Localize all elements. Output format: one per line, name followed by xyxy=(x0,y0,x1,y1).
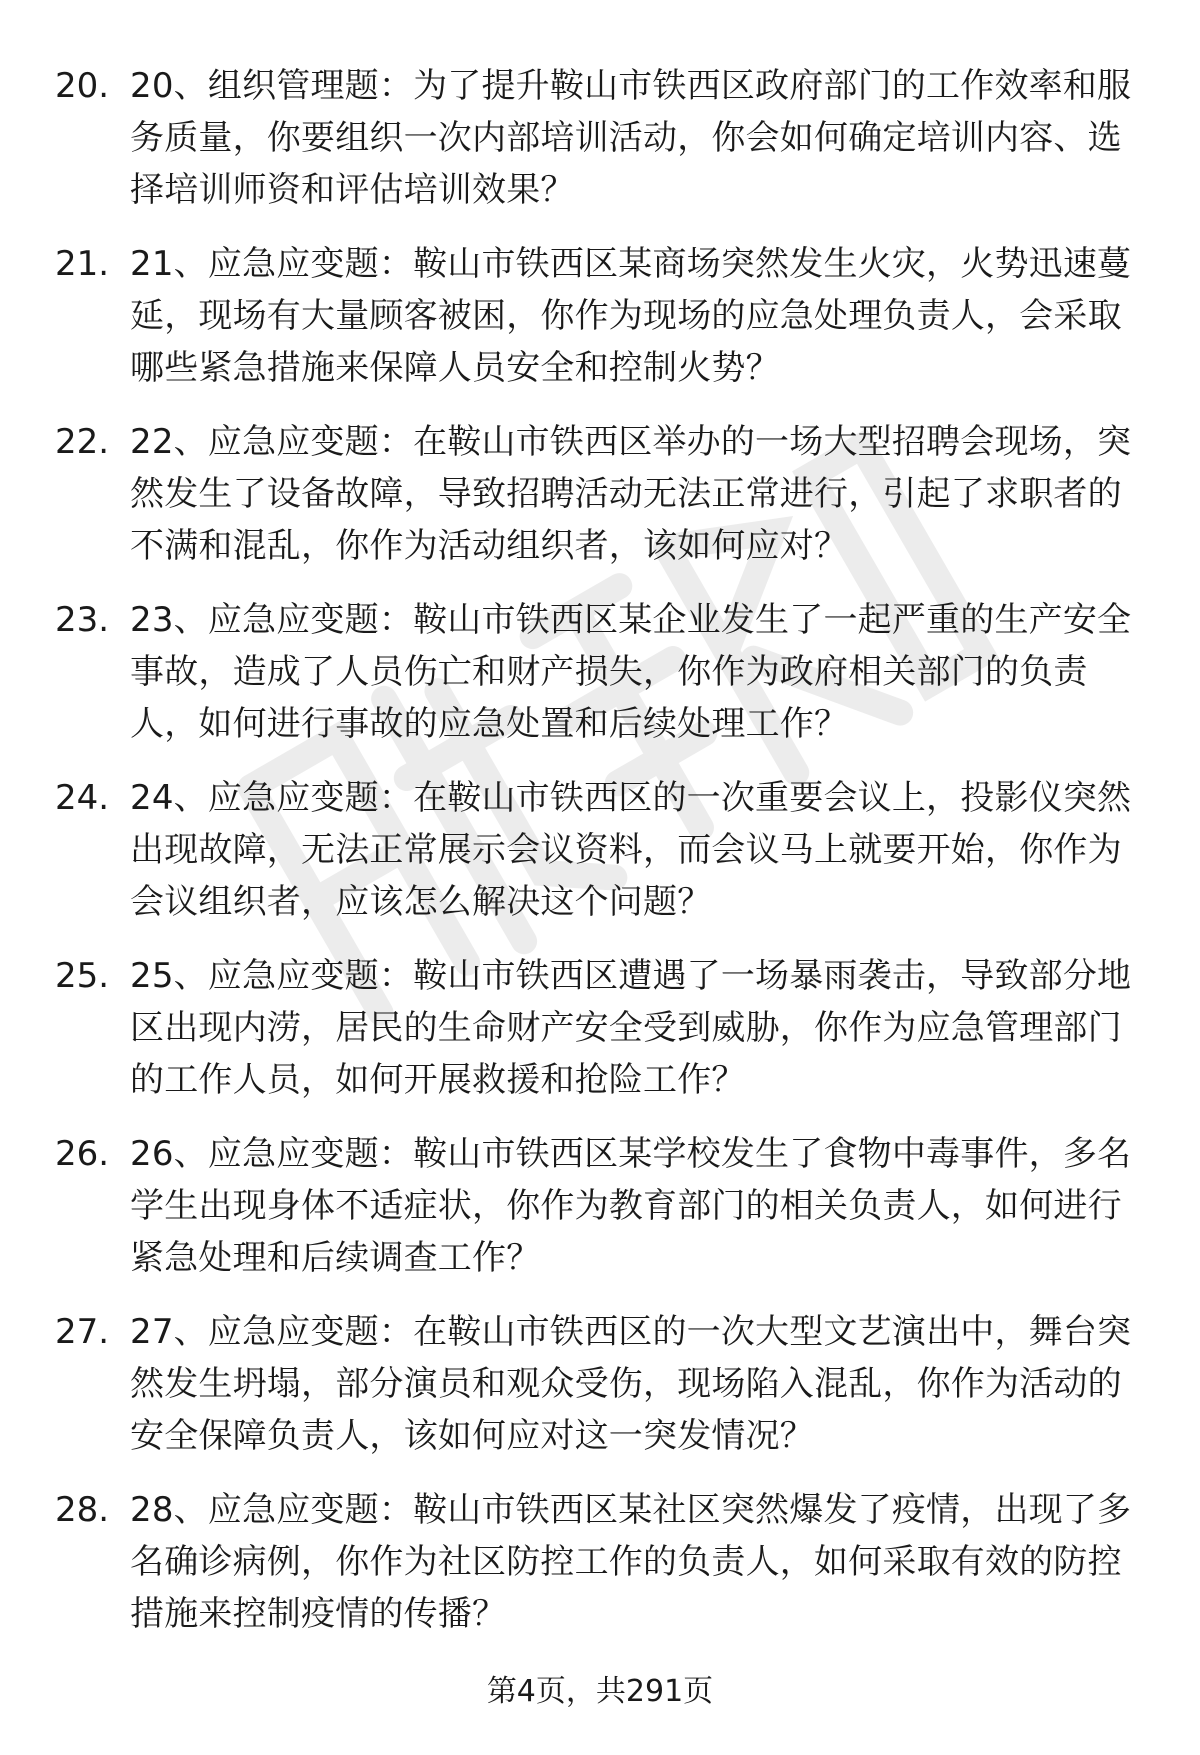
question-item-28 xyxy=(0,1484,1200,1662)
question-number: 27. xyxy=(55,1312,110,1352)
question-item-27 xyxy=(0,1306,1200,1484)
question-text: 22、应急应变题：在鞍山市铁西区举办的一场大型招聘会现场，突然发生了设备故障，导致招聘活动无法正常进行，引起了求职者的不满和混乱，你作为活动组织者，该如何应对？ xyxy=(130,422,1132,566)
question-text: 20、组织管理题：为了提升鞍山市铁西区政府部门的工作效率和服务质量，你要组织一次内部培训活动，你会如何确定培训内容、选择培训师资和评估培训效果？ xyxy=(130,66,1132,210)
question-number: 20. xyxy=(55,66,110,106)
question-item-26 xyxy=(0,1128,1200,1306)
question-text: 25、应急应变题：鞍山市铁西区遭遇了一场暴雨袭击，导致部分地区出现内涝，居民的生命财产安全受到威胁，你作为应急管理部门的工作人员，如何开展救援和抢险工作？ xyxy=(130,956,1132,1100)
question-text: 28、应急应变题：鞍山市铁西区某社区突然爆发了疫情，出现了多名确诊病例，你作为社区防控工作的负责人，如何采取有效的防控措施来控制疫情的传播？ xyxy=(130,1490,1132,1634)
question-item-25 xyxy=(0,950,1200,1128)
question-number: 23. xyxy=(55,600,110,640)
question-item-22 xyxy=(0,416,1200,594)
question-item-20 xyxy=(0,60,1200,238)
question-number: 28. xyxy=(55,1490,110,1530)
question-item-21 xyxy=(0,238,1200,416)
question-number: 24. xyxy=(55,778,110,818)
page-footer: 第4页，共291页 xyxy=(486,1674,714,1709)
question-list xyxy=(0,60,1200,1662)
question-text: 26、应急应变题：鞍山市铁西区某学校发生了食物中毒事件，多名学生出现身体不适症状，你作为教育部门的相关负责人，如何进行紧急处理和后续调查工作？ xyxy=(130,1134,1132,1278)
question-text: 23、应急应变题：鞍山市铁西区某企业发生了一起严重的生产安全事故，造成了人员伤亡和财产损失，你作为政府相关部门的负责人，如何进行事故的应急处置和后续处理工作？ xyxy=(130,600,1132,744)
question-number: 25. xyxy=(55,956,110,996)
question-text: 27、应急应变题：在鞍山市铁西区的一次大型文艺演出中，舞台突然发生坍塌，部分演员和观众受伤，现场陷入混乱，你作为活动的安全保障负责人，该如何应对这一突发情况？ xyxy=(130,1312,1132,1456)
question-number: 26. xyxy=(55,1134,110,1174)
question-text: 21、应急应变题：鞍山市铁西区某商场突然发生火灾，火势迅速蔓延，现场有大量顾客被困，你作为现场的应急处理负责人，会采取哪些紧急措施来保障人员安全和控制火势？ xyxy=(130,244,1132,388)
question-number: 22. xyxy=(55,422,110,462)
question-text: 24、应急应变题：在鞍山市铁西区的一次重要会议上，投影仪突然出现故障，无法正常展示会议资料，而会议马上就要开始，你作为会议组织者，应该怎么解决这个问题？ xyxy=(130,778,1132,922)
question-item-24 xyxy=(0,772,1200,950)
question-number: 21. xyxy=(55,244,110,284)
question-item-23 xyxy=(0,594,1200,772)
